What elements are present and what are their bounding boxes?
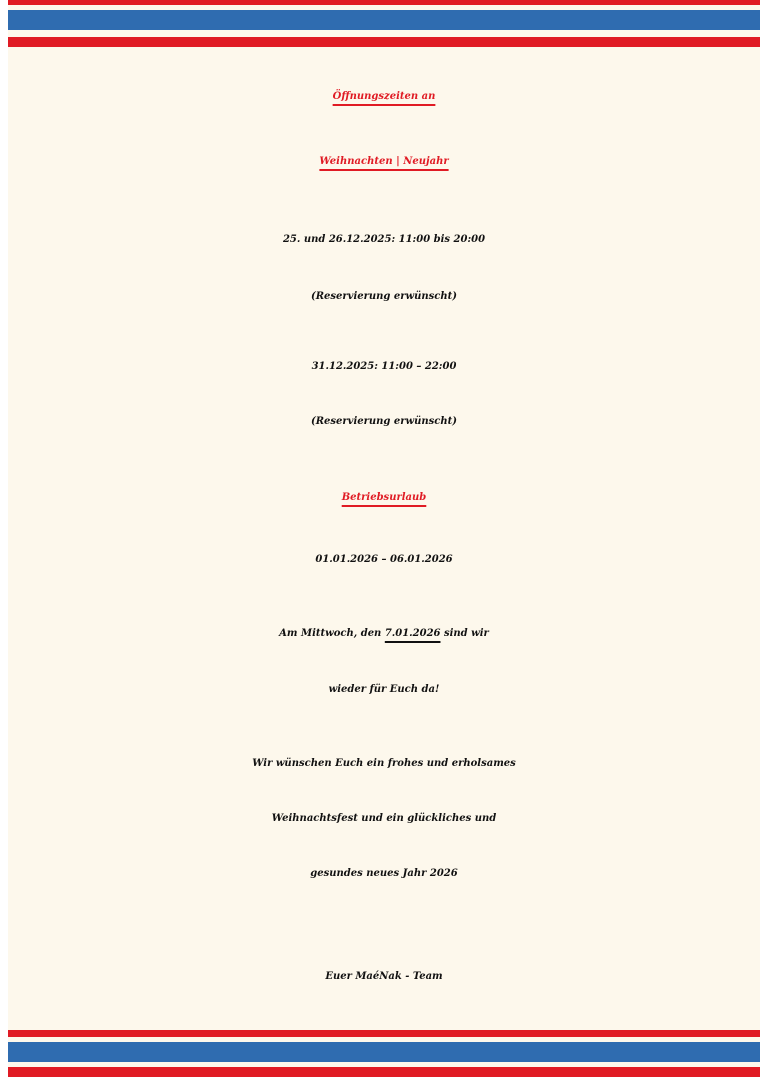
announcement-poster: [8, 0, 760, 1077]
vacation-title: Betriebsurlaub: [341, 492, 427, 503]
poster-content: [8, 47, 760, 1030]
nye-reservation-note: (Reservierung erwünscht): [310, 416, 458, 427]
top-stripe-border: [8, 0, 760, 47]
vacation-dates: 01.01.2026 – 06.01.2026: [315, 554, 453, 565]
reopening-suffix: sind wir: [440, 628, 489, 639]
heading-line-1: Öffnungszeiten an: [332, 91, 436, 102]
reopening-prefix: Am Mittwoch, den: [279, 628, 385, 639]
christmas-reservation-note: (Reservierung erwünscht): [310, 291, 458, 302]
reopening-line-1: [8, 629, 760, 639]
christmas-hours: 25. und 26.12.2025: 11:00 bis 20:00: [282, 234, 486, 245]
nye-hours: 31.12.2025: 11:00 – 22:00: [311, 361, 457, 372]
signature: Euer MaéNak - Team: [325, 971, 443, 982]
greeting-line-1: Wir wünschen Euch ein frohes und erholsames: [252, 758, 516, 769]
heading-line-2: Weihnachten | Neujahr: [319, 156, 449, 167]
reopening-line-2: wieder für Euch da!: [328, 684, 440, 695]
bottom-stripe-border: [8, 1030, 760, 1077]
reopening-date: 7.01.2026: [384, 628, 441, 639]
greeting-line-3: gesundes neues Jahr 2026: [310, 868, 458, 879]
greeting-line-2: Weihnachtsfest und ein glückliches und: [271, 813, 497, 824]
